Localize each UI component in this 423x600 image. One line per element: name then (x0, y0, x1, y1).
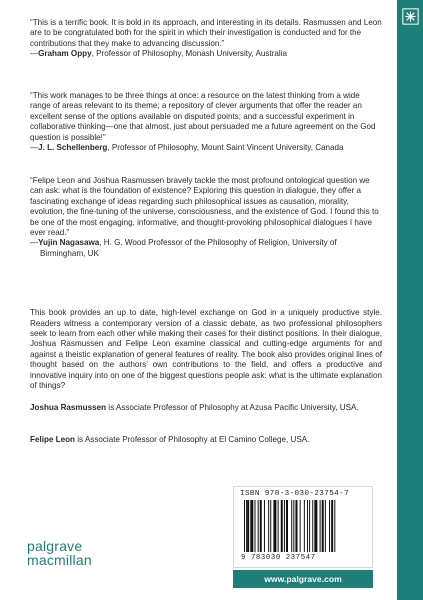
endorsement-quote (30, 176, 382, 259)
quote-attribution (30, 143, 382, 153)
website-banner[interactable]: www.palgrave.com (233, 570, 373, 588)
book-description: This book provides an up to date, high-level exchange on God in a uniquely productive style. Readers witness a contemporary version of a classic debate, as two professional philosophers seek to learn from each other while making their cases for their distinct positions. In their dialogue, Joshua Rasmussen and Felipe Leon examine classical and cutting-edge arguments for and against a theistic explanation of general features of reality. The book also provides original lines of thought based on the authors’ own contributions to the field, and offers a productive and innovative inquiry into on one of the biggest questions people ask: what is the ultimate explanation of things? (30, 308, 382, 390)
quote-text: “This is a terrific book. It is bold in its approach, and interesting in its details. Rasmussen and Leon are to be congratulated both for the spirit in which their investigation is conducted and for the contributions that they make to advancing discussion.” (30, 18, 382, 48)
attribution-dash: — (30, 238, 39, 248)
quote-affiliation: , H. G. Wood Professor of the Philosophy of Religion, University of Birmingham, UK (40, 238, 337, 258)
isbn-label: ISBN 978-3-030-23754-7 (240, 490, 350, 498)
publisher-name-line2: macmillan (27, 552, 92, 568)
quote-author: Yujin Nagasawa (38, 238, 100, 248)
quote-text: “Felipe Leon and Joshua Rasmussen bravely tackle the most profound ontological question we can ask: what is the foundation of existence? Exploring this question in dialogue, they offer a fascinating exchange of ideas regarding such philosophical issues as causation, morality, evolution, the fine-tuning of the universe, consciousness, and the existence of God. I found this to be one of the most engaging, informative, and thought-provoking philosophical dialogues I have ever read.” (30, 176, 379, 238)
author-name: Joshua Rasmussen (30, 403, 107, 413)
barcode-digits: 9 783030 237547 (241, 554, 316, 562)
quote-attribution (30, 49, 382, 59)
palgrave-star-icon (402, 8, 419, 25)
quote-attribution (30, 238, 382, 259)
spine (397, 0, 423, 600)
quote-author: Graham Oppy (38, 49, 92, 59)
quote-affiliation: , Professor of Philosophy, Mount Saint Vincent University, Canada (107, 143, 344, 153)
author-bio (30, 435, 382, 445)
author-bio (30, 403, 382, 413)
endorsement-quote (30, 18, 382, 60)
quote-affiliation: , Professor of Philosophy, Monash University, Australia (91, 49, 288, 59)
barcode (244, 500, 368, 554)
author-bio-text: is Associate Professor of Philosophy at El Camino College, USA. (74, 435, 310, 445)
attribution-dash: — (30, 49, 39, 59)
author-bio-text: is Associate Professor of Philosophy at Azusa Pacific University, USA. (106, 403, 359, 413)
quote-author: J. L. Schellenberg (38, 143, 108, 153)
attribution-dash: — (30, 143, 39, 153)
endorsement-quote (30, 91, 382, 153)
author-name: Felipe Leon (30, 435, 75, 445)
quote-text: “This work manages to be three things at once: a resource on the latest thinking from a wide range of areas relevant to its theme; a repository of clever arguments that offer the reader an excellent sense of the options available on disputed points; and a successful experiment in collaborative thinking—one that almost, just about persuaded me a future agreement on the God question is possible!” (30, 91, 376, 142)
publisher-name-line1: palgrave (27, 538, 83, 554)
publisher-logo (27, 539, 92, 567)
